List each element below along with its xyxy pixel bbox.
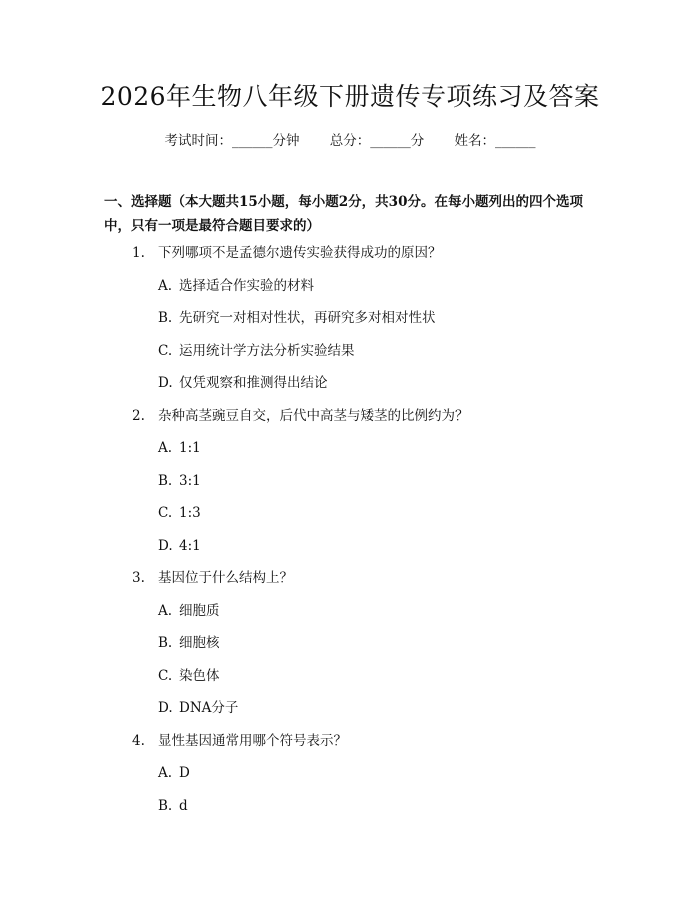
option-b	[0, 796, 700, 829]
option-text: 1:1	[179, 440, 201, 456]
option-letter: D.	[158, 375, 173, 391]
document-title: 2026年生物八年级下册遗传专项练习及答案	[100, 82, 600, 111]
option-text: 细胞质	[179, 602, 220, 619]
question-number: 3.	[132, 570, 145, 586]
question-1	[0, 243, 700, 406]
option-letter: B.	[158, 310, 173, 326]
question-stem	[0, 406, 700, 439]
option-b	[0, 633, 700, 666]
option-text: 细胞核	[179, 635, 220, 651]
option-letter: A.	[158, 765, 173, 781]
option-text: D	[179, 765, 190, 781]
option-letter: B.	[158, 797, 173, 814]
question-text: 下列哪项不是孟德尔遗传实验获得成功的原因？	[158, 245, 442, 261]
option-c	[0, 503, 700, 536]
question-4	[0, 731, 700, 829]
option-letter: A.	[158, 602, 173, 619]
question-2	[0, 406, 700, 569]
option-text: 选择适合作实验的材料	[179, 277, 314, 294]
question-number: 1.	[132, 245, 145, 261]
option-letter: D.	[158, 700, 173, 716]
option-letter: D.	[158, 537, 173, 554]
option-a	[0, 601, 700, 634]
student-name-field: 姓名：______	[454, 133, 536, 149]
question-stem	[0, 568, 700, 601]
option-letter: B.	[158, 635, 173, 651]
option-text: 先研究一对相对性状，再研究多对相对性状	[179, 310, 436, 326]
total-score-field: 总分：______分	[329, 133, 425, 149]
option-a	[0, 763, 700, 796]
option-letter: C.	[158, 667, 173, 684]
section-heading: 一、选择题（本大题共15小题，每小题2分，共30分。在每小题列出的四个选项中，只有一项是最符合题目要求的）	[104, 194, 583, 234]
question-text: 显性基因通常用哪个符号表示？	[158, 732, 347, 749]
option-c	[0, 341, 700, 374]
option-letter: B.	[158, 472, 173, 489]
exam-time-field: 考试时间：______分钟	[164, 133, 300, 149]
option-text: 3:1	[179, 472, 201, 489]
option-text: 仅凭观察和推测得出结论	[179, 375, 328, 391]
option-text: 运用统计学方法分析实验结果	[179, 342, 355, 359]
option-text: 1:3	[179, 505, 201, 521]
option-d	[0, 698, 700, 731]
question-number: 2.	[132, 407, 145, 424]
question-stem	[0, 731, 700, 764]
option-c	[0, 666, 700, 699]
option-text: d	[179, 797, 188, 814]
option-letter: C.	[158, 342, 173, 359]
option-letter: A.	[158, 277, 173, 294]
option-a	[0, 276, 700, 309]
option-a	[0, 438, 700, 471]
option-b	[0, 471, 700, 504]
option-text: 4:1	[179, 537, 201, 554]
option-d	[0, 536, 700, 569]
question-stem	[0, 243, 700, 276]
option-letter: A.	[158, 440, 173, 456]
question-number: 4.	[132, 732, 145, 749]
option-letter: C.	[158, 505, 173, 521]
question-text: 杂种高茎豌豆自交，后代中高茎与矮茎的比例约为？	[158, 407, 469, 424]
question-text: 基因位于什么结构上？	[158, 570, 293, 586]
question-list	[0, 243, 700, 828]
option-b	[0, 308, 700, 341]
option-text: DNA分子	[179, 700, 239, 716]
exam-meta-line	[0, 132, 700, 150]
option-d	[0, 373, 700, 406]
option-text: 染色体	[179, 667, 220, 684]
question-3	[0, 568, 700, 731]
